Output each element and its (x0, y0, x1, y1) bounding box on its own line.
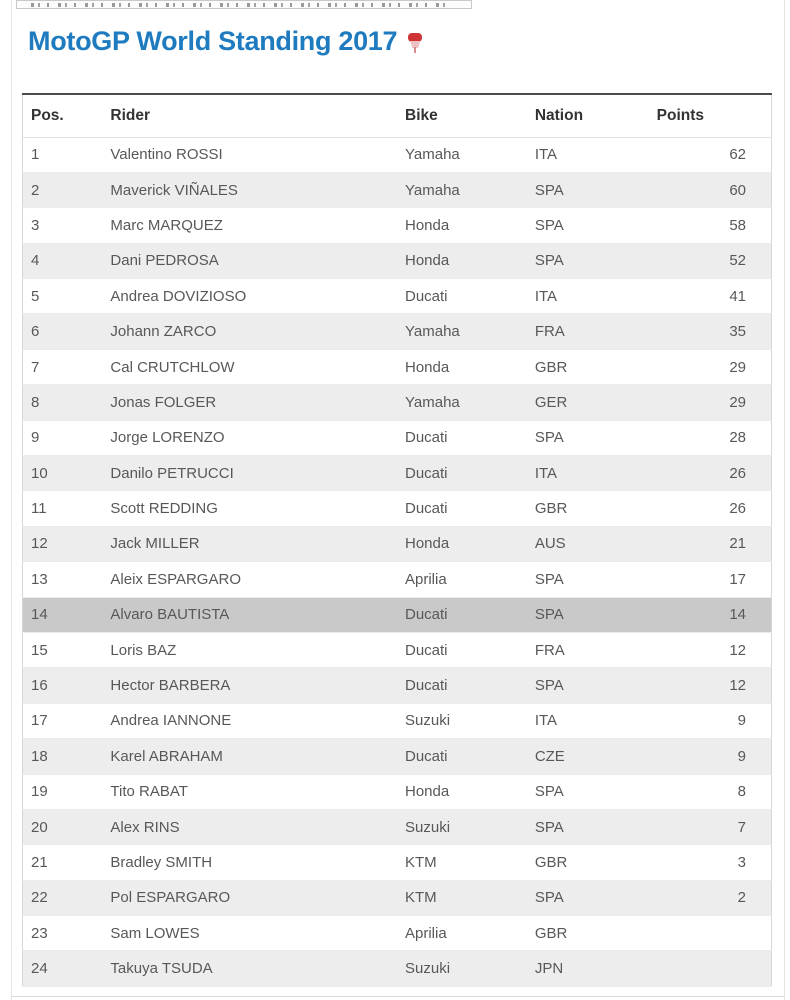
cell-points: 7 (649, 809, 772, 844)
header-bike: Bike (397, 94, 527, 137)
cell-nation: SPA (527, 597, 649, 632)
cell-rider: Loris BAZ (102, 632, 397, 667)
table-row (23, 703, 772, 738)
table-row (23, 597, 772, 632)
cell-pos: 22 (23, 880, 103, 915)
cell-points: 58 (649, 208, 772, 243)
cell-rider: Jack MILLER (102, 526, 397, 561)
cell-points: 52 (649, 243, 772, 278)
table-row (23, 491, 772, 526)
clipped-text-fragments (31, 3, 451, 7)
cell-nation: CZE (527, 739, 649, 774)
table-row (23, 951, 772, 986)
cell-pos: 12 (23, 526, 103, 561)
cell-pos: 3 (23, 208, 103, 243)
cell-bike: Ducati (397, 491, 527, 526)
cell-bike: Aprilia (397, 916, 527, 951)
cell-pos: 13 (23, 562, 103, 597)
cell-rider: Aleix ESPARGARO (102, 562, 397, 597)
cell-pos: 17 (23, 703, 103, 738)
cell-pos: 6 (23, 314, 103, 349)
cell-bike: Suzuki (397, 809, 527, 844)
cell-points: 17 (649, 562, 772, 597)
table-row (23, 632, 772, 667)
cell-points: 26 (649, 491, 772, 526)
header-rider: Rider (102, 94, 397, 137)
cell-pos: 24 (23, 951, 103, 986)
cell-bike: Ducati (397, 279, 527, 314)
table-row (23, 739, 772, 774)
cell-nation: GBR (527, 916, 649, 951)
cell-nation: FRA (527, 314, 649, 349)
cell-rider: Pol ESPARGARO (102, 880, 397, 915)
cell-pos: 1 (23, 137, 103, 172)
cell-rider: Andrea DOVIZIOSO (102, 279, 397, 314)
cell-bike: Suzuki (397, 703, 527, 738)
content-column (11, 0, 785, 1000)
cell-nation: SPA (527, 243, 649, 278)
cell-pos: 15 (23, 632, 103, 667)
cell-points: 21 (649, 526, 772, 561)
table-row (23, 916, 772, 951)
cell-nation: GBR (527, 491, 649, 526)
cell-pos: 21 (23, 845, 103, 880)
cell-rider: Marc MARQUEZ (102, 208, 397, 243)
cell-bike: Ducati (397, 597, 527, 632)
cell-nation: SPA (527, 420, 649, 455)
cell-points: 9 (649, 739, 772, 774)
table-row (23, 845, 772, 880)
cell-points: 14 (649, 597, 772, 632)
page-title (28, 22, 784, 60)
cell-rider: Tito RABAT (102, 774, 397, 809)
cell-rider: Johann ZARCO (102, 314, 397, 349)
cell-rider: Danilo PETRUCCI (102, 456, 397, 491)
cell-pos: 20 (23, 809, 103, 844)
cell-pos: 7 (23, 349, 103, 384)
cutoff-bottom-rule (12, 996, 784, 997)
cell-pos: 10 (23, 456, 103, 491)
cell-nation: JPN (527, 951, 649, 986)
header-pos: Pos. (23, 94, 103, 137)
cell-bike: KTM (397, 880, 527, 915)
cell-rider: Maverick VIÑALES (102, 172, 397, 207)
cell-pos: 16 (23, 668, 103, 703)
cell-bike: KTM (397, 845, 527, 880)
header-points: Points (649, 94, 772, 137)
table-row (23, 385, 772, 420)
cell-pos: 2 (23, 172, 103, 207)
cell-points: 12 (649, 668, 772, 703)
cell-points: 26 (649, 456, 772, 491)
cell-nation: SPA (527, 809, 649, 844)
table-row (23, 243, 772, 278)
cell-rider: Cal CRUTCHLOW (102, 349, 397, 384)
table-row (23, 208, 772, 243)
cutoff-example-box (16, 0, 472, 9)
cell-bike: Honda (397, 243, 527, 278)
cell-points: 29 (649, 349, 772, 384)
cell-bike: Honda (397, 349, 527, 384)
cell-bike: Yamaha (397, 385, 527, 420)
cell-rider: Alvaro BAUTISTA (102, 597, 397, 632)
cell-nation: GBR (527, 845, 649, 880)
cell-points: 41 (649, 279, 772, 314)
cell-points: 62 (649, 137, 772, 172)
cell-rider: Hector BARBERA (102, 668, 397, 703)
cell-bike: Ducati (397, 456, 527, 491)
cell-nation: SPA (527, 562, 649, 597)
header-nation: Nation (527, 94, 649, 137)
table-row (23, 172, 772, 207)
cell-points (649, 951, 772, 986)
table-row (23, 774, 772, 809)
cell-nation: FRA (527, 632, 649, 667)
cell-nation: AUS (527, 526, 649, 561)
pin-icon[interactable] (407, 33, 424, 53)
cell-bike: Honda (397, 208, 527, 243)
cell-bike: Aprilia (397, 562, 527, 597)
cell-points: 8 (649, 774, 772, 809)
table-row (23, 314, 772, 349)
cell-rider: Scott REDDING (102, 491, 397, 526)
cell-points: 35 (649, 314, 772, 349)
cell-rider: Alex RINS (102, 809, 397, 844)
cell-bike: Ducati (397, 632, 527, 667)
cell-bike: Yamaha (397, 314, 527, 349)
cell-nation: SPA (527, 668, 649, 703)
cell-pos: 11 (23, 491, 103, 526)
cell-points: 9 (649, 703, 772, 738)
cell-pos: 18 (23, 739, 103, 774)
cell-nation: ITA (527, 456, 649, 491)
cell-rider: Takuya TSUDA (102, 951, 397, 986)
cell-points: 28 (649, 420, 772, 455)
cell-nation: ITA (527, 137, 649, 172)
table-row (23, 420, 772, 455)
table-row (23, 526, 772, 561)
standings-table-body (23, 137, 772, 986)
table-row (23, 668, 772, 703)
cell-points (649, 916, 772, 951)
cell-rider: Karel ABRAHAM (102, 739, 397, 774)
cell-points: 3 (649, 845, 772, 880)
cell-bike: Ducati (397, 739, 527, 774)
standings-table-container (22, 93, 772, 987)
cell-nation: GBR (527, 349, 649, 384)
cell-points: 12 (649, 632, 772, 667)
cell-points: 29 (649, 385, 772, 420)
cell-rider: Jorge LORENZO (102, 420, 397, 455)
cell-bike: Ducati (397, 420, 527, 455)
table-row (23, 349, 772, 384)
cell-nation: ITA (527, 703, 649, 738)
cell-pos: 4 (23, 243, 103, 278)
cell-bike: Yamaha (397, 137, 527, 172)
cell-nation: GER (527, 385, 649, 420)
cell-bike: Honda (397, 526, 527, 561)
cell-rider: Dani PEDROSA (102, 243, 397, 278)
cell-pos: 23 (23, 916, 103, 951)
header-row (23, 94, 772, 137)
cell-bike: Ducati (397, 668, 527, 703)
cell-points: 2 (649, 880, 772, 915)
cell-pos: 19 (23, 774, 103, 809)
cell-bike: Suzuki (397, 951, 527, 986)
cell-nation: SPA (527, 774, 649, 809)
table-row (23, 456, 772, 491)
cell-nation: SPA (527, 208, 649, 243)
cell-rider: Bradley SMITH (102, 845, 397, 880)
table-row (23, 137, 772, 172)
cell-bike: Yamaha (397, 172, 527, 207)
standings-table (22, 93, 772, 987)
cell-rider: Andrea IANNONE (102, 703, 397, 738)
cell-nation: ITA (527, 279, 649, 314)
cell-nation: SPA (527, 172, 649, 207)
table-row (23, 809, 772, 844)
cell-nation: SPA (527, 880, 649, 915)
cell-pos: 9 (23, 420, 103, 455)
cell-bike: Honda (397, 774, 527, 809)
cell-rider: Sam LOWES (102, 916, 397, 951)
cell-pos: 5 (23, 279, 103, 314)
cell-points: 60 (649, 172, 772, 207)
cell-rider: Valentino ROSSI (102, 137, 397, 172)
page-title-text: MotoGP World Standing 2017 (28, 26, 398, 56)
cell-pos: 8 (23, 385, 103, 420)
cell-rider: Jonas FOLGER (102, 385, 397, 420)
table-row (23, 880, 772, 915)
table-row (23, 279, 772, 314)
cell-pos: 14 (23, 597, 103, 632)
table-row (23, 562, 772, 597)
